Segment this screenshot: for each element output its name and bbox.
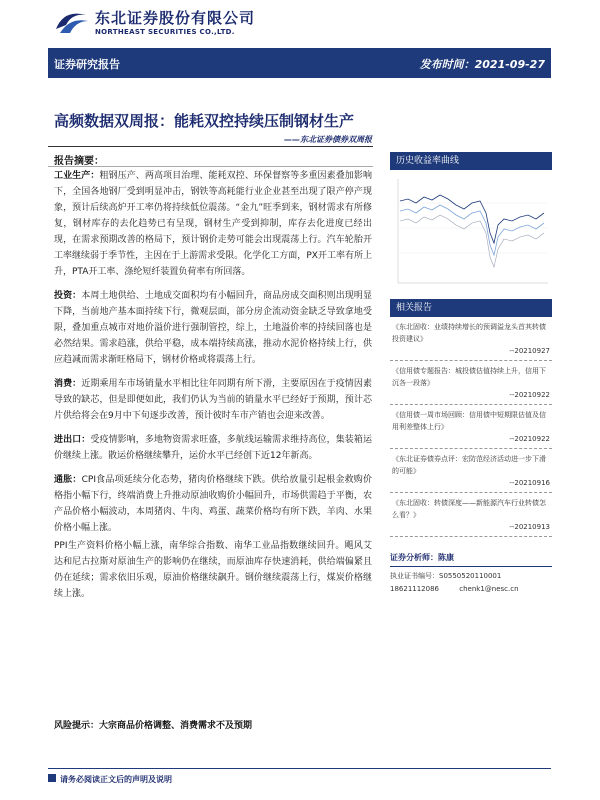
paragraph-head: 进出口：: [54, 435, 91, 445]
yield-curve-chart: [390, 173, 552, 291]
company-name-en: NORTHEAST SECURITIES CO.,LTD.: [95, 28, 235, 36]
analyst-phone: 18621112086: [390, 585, 439, 593]
report-item-title: 《东北固收：转债深度——新能源汽车行业转债怎么看？》: [392, 499, 546, 519]
company-name-cn: 东北证券股份有限公司: [95, 9, 256, 27]
sidebar: [390, 152, 552, 596]
report-item-title: 《信用债专题报告：城投债估值持续上升，信用下沉各一段落》: [392, 367, 546, 387]
header-banner: [48, 48, 551, 78]
paragraph-inflation: [54, 472, 372, 536]
report-item-date: --20210916: [509, 479, 550, 487]
paragraph-head: 通胀：: [54, 475, 82, 485]
analyst-email[interactable]: chenk1@nesc.cn: [459, 585, 519, 593]
related-reports-heading: 相关报告: [390, 299, 552, 317]
summary-body: [54, 168, 372, 610]
summary-label: 报告摘要：: [54, 156, 104, 167]
report-item[interactable]: [390, 449, 552, 493]
report-item-date: --20210922: [509, 435, 550, 443]
report-item[interactable]: [390, 405, 552, 449]
footer-square-icon: [48, 774, 56, 782]
title-divider: [48, 146, 373, 147]
footer-divider: [48, 768, 551, 769]
paragraph-investment: [54, 288, 372, 368]
report-item-date: --20210922: [509, 391, 550, 399]
paragraph-text: 本周土地供给、土地成交面积均有小幅回升，商品房成交面积则出现明显下降，当前地产基本面持续下行，微观层面，部分房企流动资金缺乏导致拿地受限，叠加重点城市对地价溢价进行强制管控，综上，土地溢价率的持续回落也是必然结果。需求趋涨，供给平稳，成本端持续高涨，推动水泥价格持续上行，供应趋减而需求渐旺格局下，钢材价格或将震荡上行。: [54, 291, 372, 365]
report-item-title: 《东北证券债券点评：宏防范经济活动进一步下滑的可能》: [392, 455, 546, 475]
company-logo-icon: [52, 7, 90, 37]
report-item-date: --20210913: [509, 523, 550, 531]
yield-curve-chart-svg: [390, 173, 552, 291]
analyst-license: 执业证书编号：S0550520110001: [390, 572, 502, 580]
paragraph-text: CPI食品项延续分化态势，猪肉价格继续下跌。供给放量引起根金救购价格指小幅下行，终端消费上升推动原油收购价小幅回升，市场供需趋于平衡，农产品价格小幅波动，本周猪肉、牛肉、鸡蛋、蔬菜价格均有所下跌，羊肉、水果价格小幅上涨。: [54, 475, 372, 533]
paragraph-head: 消费：: [54, 379, 82, 389]
paragraph-text: PPI生产资料价格小幅上涨，南华综合指数、南华工业品指数继续回升。飓风艾达和尼古拉斯对原油生产的影响仍在继续，而原油库存快速消耗，供给端偏紧且仍在延续；需求依旧乐观，原油价格继续飙升。钢价继续震荡上行，煤炭价格继续上涨。: [54, 541, 372, 599]
paragraph-industry: [54, 168, 372, 280]
analyst-info: [390, 551, 552, 596]
risk-warning: 风险提示：大宗商品价格调整、消费需求不及预期: [54, 721, 253, 731]
paragraph-text: 受疫情影响，多地物资需求旺盛，多航线运输需求维持高位，集装箱运价继续上涨。散运价格继续攀升，运价水平已经创下近12年新高。: [54, 435, 372, 461]
paragraph-head: 工业生产：: [54, 171, 100, 181]
analyst-contact: [390, 583, 552, 596]
report-subtitle: ——东北证券债券双周报: [284, 135, 372, 144]
report-item[interactable]: [390, 361, 552, 405]
analyst-name: 证券分析师：陈康: [390, 551, 552, 567]
chart-heading: 历史收益率曲线: [390, 152, 552, 170]
publish-date: 发布时间：2021-09-27: [419, 58, 545, 71]
report-title: 高频数据双周报：能耗双控持续压制钢材生产: [54, 112, 355, 130]
paragraph-trade: [54, 432, 372, 464]
paragraph-text: 近期乘用车市场销量水平相比往年同期有所下滑，主要原因在于疫情因素导致的缺芯，但是即便如此，我们仍认为当前的销量水平已经好于预期，预计芯片供给将会在9月中下旬逐步改善，预计彼时车市产销也会迎来改善。: [54, 379, 372, 421]
summary-divider: [48, 166, 373, 167]
report-item-title: 《东北固收：业绩持续增长的预调溢龙头首其转债投资建议》: [392, 323, 546, 343]
yield-line-3: [400, 215, 544, 267]
paragraph-head: 投资：: [54, 291, 82, 301]
paragraph-ppi: [54, 538, 372, 602]
report-item-title: 《信用债一周市场回顾：信用债中短期限估值及信用利差整体上行》: [392, 411, 546, 431]
report-type-label: 证券研究报告: [54, 58, 120, 71]
company-logo: [52, 5, 292, 41]
report-item[interactable]: [390, 493, 552, 537]
footer-disclaimer: 请务必阅读正文后的声明及说明: [60, 775, 172, 784]
yield-line-2: [400, 205, 544, 255]
related-reports-list: [390, 317, 552, 537]
paragraph-text: 粗钢压产、两高项目治理、能耗双控、环保督察等多重因素叠加影响下，全国各地钢厂受到明显冲击，钢铁等高耗能行业企业甚至出现了限产停产现象，预计后续高炉开工率仍将持续低位震荡。“金九”旺季到来，钢材需求有所修复，钢材库存的去化趋势已有呈现，钢材生产受到抑制，库存去化进度已经出现，在需求预期改善的格局下，预计钢价走势可能会出现震荡上行。汽车轮胎开工率继续弱于季节性，主因在于上游需求受限。化学化工方面，PX开工率有所上升，PTA开工率、涤纶短纤装置负荷率有所回落。: [54, 171, 372, 277]
report-item[interactable]: [390, 317, 552, 361]
paragraph-consumption: [54, 376, 372, 424]
report-item-date: --20210927: [509, 347, 550, 355]
